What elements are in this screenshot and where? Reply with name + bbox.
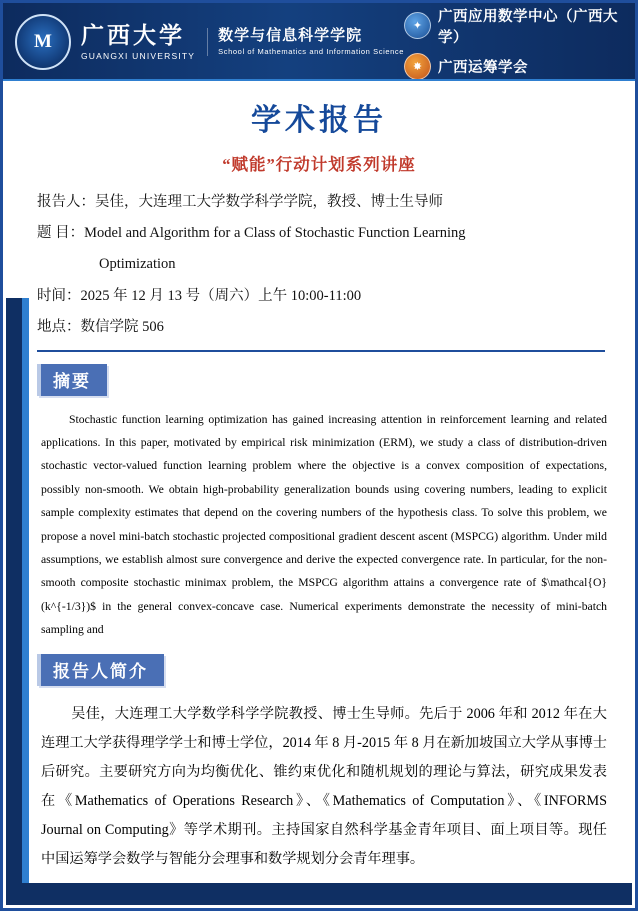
topic-value-continued: Optimization [99, 255, 176, 272]
bio-text: 吴佳，大连理工大学数学科学学院教授、博士生导师。先后于 2006 年和 2012 年在大连理工大学获得理学学士和博士学位，2014 年 8 月-2015 年 8 月在新加坡国立大学从事博士后研究。主要研究方向为均衡优化、锥约束优化和随机规划的理论与算法，研究成果发表在《Mathematics of Operations Research》、《Mathematics of Computation》、《INFORMS Journal on Computing》等学术期刊。主持国家自然科学基金青年项目、面上项目等。现任中国运筹学会数学与智能分会理事和数学规划分会青年理事。 [41, 705, 607, 868]
abstract-text: Stochastic function learning optimization has gained increasing attention in reinforcement learning and related applications. In this paper, motivated by empirical risk minimization (ERM), we study a class of distribution-driven stochastic vector-valued function learning problem where the objective is a convex composition of expectations, possibly non-smooth. We obtain high-probability generalization bounds using covering numbers, leading to explicit sample complexity estimates that depend on the covering numbers of the hypothesis class. To solve this problem, we propose a novel mini-batch stochastic projected compositional gradient descent ascent (MSPCG) algorithm. Under mild assumptions, we establish almost sure convergence and derive the expected convergence rate. In particular, for the non-smooth composite stochastic minimax problem, the MSPCG algorithm attains a convergence rate of $\mathcal{O}(k^{-1/3})$ in the general convex-concave case. Numerical experiments demonstrate the necessity of mini-batch sampling and [41, 412, 607, 637]
left-decorative-bar-dark [6, 298, 22, 905]
section-divider [37, 350, 605, 352]
school-name-block [207, 28, 404, 56]
time-row [37, 285, 605, 309]
globe-icon: ✦ [404, 12, 431, 39]
page-subtitle: “赋能”行动计划系列讲座 [222, 155, 416, 174]
abstract-heading: 摘要 [37, 364, 107, 396]
talk-info-block [37, 191, 605, 352]
organizer-label: 广西应用数学中心（广西大学） [438, 8, 619, 46]
speaker-row [37, 191, 605, 215]
page-title: 学术报告 [251, 104, 387, 137]
place-row [37, 316, 605, 340]
speaker-value: 吴佳，大连理工大学数学科学学院，教授、博士生导师 [95, 194, 443, 210]
speaker-label: 报告人： [37, 194, 95, 210]
time-value: 2025 年 12 月 13 号（周六）上午 10:00-11:00 [80, 287, 362, 304]
university-name-en: GUANGXI UNIVERSITY [81, 50, 196, 61]
school-name-cn: 数学与信息科学学院 [218, 27, 363, 44]
flame-icon: ✸ [404, 53, 431, 80]
topic-row [37, 222, 605, 246]
organizer-list [404, 5, 623, 80]
place-value: 数信学院 506 [80, 318, 164, 335]
place-label: 地点： [37, 318, 81, 335]
bio-body [41, 700, 607, 875]
topic-value: Model and Algorithm for a Class of Stochastic Function Learning [84, 224, 466, 241]
topic-label: 题 目： [37, 224, 85, 241]
organizer-item [404, 53, 623, 80]
university-name-block [81, 23, 195, 60]
time-label: 时间： [37, 287, 81, 304]
school-name-en: School of Mathematics and Information Science [218, 47, 405, 57]
organizer-item [404, 5, 623, 47]
university-logo-icon: M [15, 14, 71, 70]
poster-header [3, 3, 635, 81]
bio-heading: 报告人简介 [37, 654, 164, 686]
organizer-label: 广西运筹学会 [438, 59, 529, 76]
left-decorative-bar-accent [22, 298, 29, 905]
abstract-body [41, 408, 607, 642]
bottom-decorative-strip [6, 883, 632, 905]
university-name-cn: 广西大学 [81, 23, 185, 49]
